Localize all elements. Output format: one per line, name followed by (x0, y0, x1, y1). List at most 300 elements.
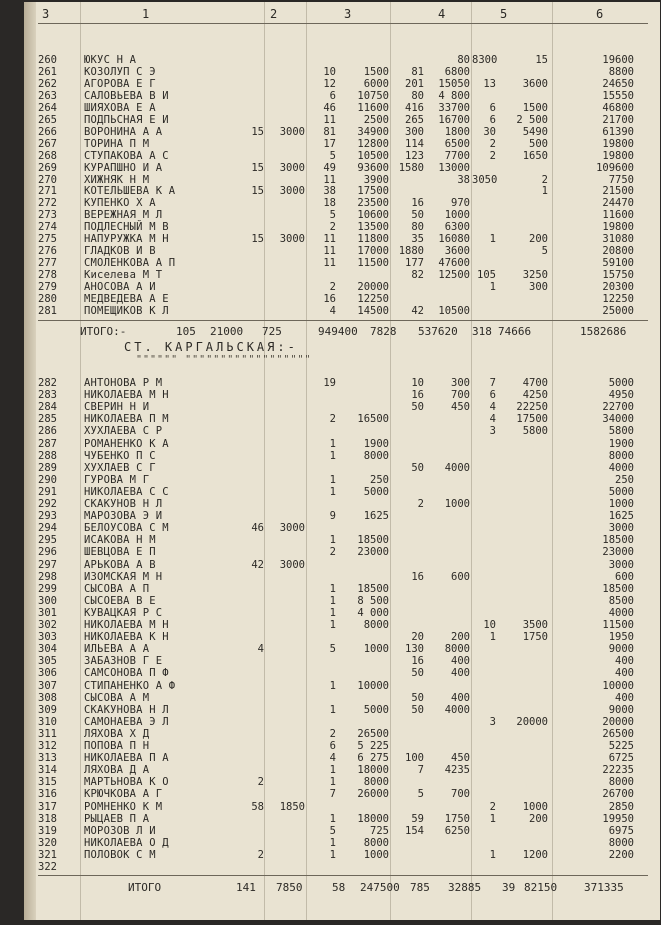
cell-value: 19800 (602, 221, 634, 234)
cell-value: 300 (405, 125, 424, 138)
cell-value: 1 (489, 848, 496, 861)
cell-value: 4 800 (438, 89, 470, 102)
table-row (24, 716, 660, 728)
cell-value: 4000 (608, 461, 634, 474)
cell-value: 1 (329, 485, 336, 498)
person-name: СВЕРИН Н И (84, 401, 150, 414)
person-name: МАРОЗОВА Э И (84, 510, 163, 523)
row-number: 277 (38, 257, 57, 270)
row-number: 303 (38, 631, 57, 644)
cell-value: 3000 (279, 558, 305, 571)
cell-value: 16 (323, 293, 336, 305)
table-row (24, 534, 660, 546)
cell-value: 3900 (363, 173, 389, 186)
cell-value: 46800 (602, 101, 634, 114)
cell-value: 81 (411, 65, 424, 78)
total-row-upper (24, 325, 660, 338)
cell-value: 10 (323, 65, 336, 78)
person-name: АРЬКОВА А В (84, 558, 156, 571)
row-number: 299 (38, 582, 57, 595)
cell-value: 6 (329, 89, 336, 102)
cell-value: 19 (323, 377, 336, 389)
cell-value: 3050 (472, 173, 498, 186)
cell-value: 6 275 (357, 752, 389, 765)
cell-value: 30 (483, 125, 496, 138)
person-name: СЫСОВА А М (84, 691, 150, 704)
cell-value: 6500 (444, 137, 470, 150)
cell-value: 400 (451, 667, 470, 680)
cell-value: 11 (323, 173, 336, 186)
person-name: СТИПАНЕНКО А Ф (84, 679, 176, 692)
cell-value: 250 (370, 473, 389, 486)
cell-value: 2 (257, 848, 264, 861)
person-name: ШИЯХОВА Е А (84, 101, 156, 114)
cell-value: 4700 (522, 377, 548, 389)
person-name: КОЗОЛУП С Э (84, 65, 156, 78)
row-number: 307 (38, 679, 57, 692)
total-value: 537620 (418, 325, 458, 338)
row-number: 317 (38, 800, 57, 813)
cell-value: 400 (451, 655, 470, 668)
cell-value: 6 (489, 389, 496, 402)
cell-value: 22250 (516, 401, 548, 414)
row-number: 271 (38, 185, 57, 198)
cell-value: 1 (329, 437, 336, 450)
cell-value: 47600 (438, 257, 470, 270)
cell-value: 20300 (602, 281, 634, 294)
row-number: 304 (38, 643, 57, 656)
cell-value: 11 (323, 113, 336, 126)
cell-value: 4 (329, 304, 336, 317)
header-col-3: 3 (344, 7, 352, 21)
row-number: 275 (38, 233, 57, 246)
cell-value: 3000 (279, 125, 305, 138)
person-name: ГЛАДКОВ И В (84, 245, 156, 258)
row-number: 268 (38, 149, 57, 162)
cell-value: 7 (489, 377, 496, 389)
person-name: ПОМЕЩИКОВ К Л (84, 304, 169, 317)
total-value: 949400 (318, 325, 358, 338)
table-row (24, 233, 660, 245)
cell-value: 5800 (608, 425, 634, 438)
row-number: 290 (38, 473, 57, 486)
cell-value: 5000 (363, 703, 389, 716)
cell-value: 10500 (438, 304, 470, 317)
cell-value: 12250 (357, 293, 389, 305)
cell-value: 154 (405, 824, 424, 837)
cell-value: 2 (489, 800, 496, 813)
cell-value: 1 (329, 812, 336, 825)
cell-value: 2 (541, 173, 548, 186)
person-name: ХУХЛАЕВ С Г (84, 461, 156, 474)
cell-value: 50 (411, 209, 424, 222)
cell-value: 700 (451, 788, 470, 801)
cell-value: 21500 (602, 185, 634, 198)
cell-value: 3000 (279, 233, 305, 246)
cell-value: 1 (329, 836, 336, 849)
cell-value: 2 (329, 413, 336, 426)
cell-value: 3500 (522, 619, 548, 631)
table-row (24, 305, 660, 317)
cell-value: 16 (411, 389, 424, 402)
row-number: 292 (38, 498, 57, 510)
table-row (24, 704, 660, 716)
cell-value: 5 (329, 824, 336, 837)
person-name: СЫСОЕВА В Е (84, 594, 156, 607)
cell-value: 23500 (357, 197, 389, 210)
cell-value: 450 (451, 401, 470, 414)
cell-value: 15050 (438, 77, 470, 90)
total-rule-lower (38, 875, 648, 876)
cell-value: 8000 (608, 776, 634, 789)
table-row (24, 667, 660, 679)
cell-value: 14500 (357, 304, 389, 317)
cell-value: 5225 (608, 740, 634, 752)
cell-value: 3600 (444, 245, 470, 258)
row-number: 282 (38, 377, 57, 389)
cell-value: 7750 (608, 173, 634, 186)
person-name: САМОНАЕВА Э Л (84, 715, 169, 728)
cell-value: 24470 (602, 197, 634, 210)
cell-value: 1 (489, 281, 496, 294)
cell-value: 8800 (608, 65, 634, 78)
header-col-5: 5 (500, 7, 508, 21)
cell-value: 26500 (357, 727, 389, 740)
cell-value: 18000 (357, 764, 389, 777)
cell-value: 3000 (279, 185, 305, 198)
table-row (24, 692, 660, 704)
cell-value: 15750 (602, 269, 634, 282)
cell-value: 11800 (357, 233, 389, 246)
cell-value: 5490 (522, 125, 548, 138)
row-number: 319 (38, 824, 57, 837)
cell-value: 600 (615, 570, 634, 583)
total-value: 7850 (276, 881, 303, 894)
cell-value: 1000 (444, 498, 470, 510)
cell-value: 2 (489, 137, 496, 150)
cell-value: 4250 (522, 389, 548, 402)
cell-value: 4 (489, 413, 496, 426)
cell-value: 1 (329, 582, 336, 595)
table-row (24, 849, 660, 861)
cell-value: 1 (329, 703, 336, 716)
table-row (24, 413, 660, 425)
cell-value: 80 (411, 221, 424, 234)
cell-value: 19950 (602, 812, 634, 825)
row-number: 286 (38, 425, 57, 438)
cell-value: 8500 (608, 594, 634, 607)
table-row (24, 221, 660, 233)
row-number: 289 (38, 461, 57, 474)
cell-value: 18500 (602, 582, 634, 595)
total-rule-upper (38, 320, 648, 321)
cell-value: 10000 (602, 679, 634, 692)
cell-value: 38 (457, 173, 470, 186)
table-row (24, 631, 660, 643)
table-row (24, 66, 660, 78)
table-row (24, 425, 660, 437)
row-number: 322 (38, 861, 57, 873)
cell-value: 20 (411, 631, 424, 644)
cell-value: 18500 (357, 534, 389, 547)
person-name: ПОЛОВОК С М (84, 848, 156, 861)
cell-value: 200 (451, 631, 470, 644)
table-row (24, 257, 660, 269)
cell-value: 33700 (438, 101, 470, 114)
total-value: 371335 (584, 881, 624, 894)
total-value: 21000 (210, 325, 244, 338)
table-row (24, 138, 660, 150)
row-number: 267 (38, 137, 57, 150)
row-number: 284 (38, 401, 57, 414)
cell-value: 1500 (522, 101, 548, 114)
cell-value: 10000 (357, 679, 389, 692)
person-name: СКАКУНОВ Н Л (84, 498, 163, 510)
cell-value: 50 (411, 703, 424, 716)
cell-value: 10600 (357, 209, 389, 222)
cell-value: 1 (541, 185, 548, 198)
cell-value: 4000 (444, 703, 470, 716)
cell-value: 22700 (602, 401, 634, 414)
table-row (24, 680, 660, 692)
person-name: НИКОЛАЕВА С С (84, 485, 169, 498)
cell-value: 450 (451, 752, 470, 765)
person-name: ИЗОМСКАЯ М Н (84, 570, 163, 583)
cell-value: 5000 (608, 485, 634, 498)
cell-value: 1200 (522, 848, 548, 861)
person-name: МАРТЬНОВА К О (84, 776, 169, 789)
cell-value: 1 (329, 594, 336, 607)
cell-value: 250 (615, 473, 634, 486)
cell-value: 11600 (357, 101, 389, 114)
person-name: КРЮЧКОВА А Г (84, 788, 163, 801)
table-row (24, 174, 660, 186)
cell-value: 105 (477, 269, 496, 282)
cell-value: 1 (329, 776, 336, 789)
row-number: 274 (38, 221, 57, 234)
row-number: 310 (38, 715, 57, 728)
table-row (24, 740, 660, 752)
person-name: КУПЕНКО Х А (84, 197, 156, 210)
cell-value: 82 (411, 269, 424, 282)
table-row (24, 78, 660, 90)
cell-value: 1 (329, 619, 336, 631)
cell-value: 4 (329, 752, 336, 765)
table-row (24, 281, 660, 293)
cell-value: 13000 (438, 161, 470, 174)
cell-value: 4000 (444, 461, 470, 474)
table-row (24, 197, 660, 209)
cell-value: 17500 (357, 185, 389, 198)
row-number: 313 (38, 752, 57, 765)
table-row (24, 607, 660, 619)
total-value: 725 (262, 325, 282, 338)
row-number: 293 (38, 510, 57, 523)
cell-value: 6300 (444, 221, 470, 234)
table-row (24, 788, 660, 800)
person-name: СТУПАКОВА А С (84, 149, 169, 162)
cell-value: 265 (405, 113, 424, 126)
table-row (24, 861, 660, 873)
cell-value: 19800 (602, 137, 634, 150)
person-name: МЕДВЕДЕВА А Е (84, 293, 169, 305)
total-value: 141 (236, 881, 256, 894)
row-number: 269 (38, 161, 57, 174)
cell-value: 400 (615, 667, 634, 680)
cell-value: 8000 (363, 619, 389, 631)
cell-value: 5 (541, 245, 548, 258)
cell-value: 1 (329, 679, 336, 692)
person-name: ЗАБАЗНОВ Г Е (84, 655, 163, 668)
cell-value: 2 (329, 727, 336, 740)
person-name: ТОРИНА П М (84, 137, 150, 150)
row-number: 300 (38, 594, 57, 607)
cell-value: 23000 (602, 546, 634, 559)
cell-value: 4 000 (357, 606, 389, 619)
cell-value: 10500 (357, 149, 389, 162)
cell-value: 59100 (602, 257, 634, 270)
cell-value: 38 (323, 185, 336, 198)
table-row (24, 245, 660, 257)
cell-value: 2 500 (516, 113, 548, 126)
cell-value: 1 (489, 812, 496, 825)
table-row (24, 401, 660, 413)
table-row (24, 438, 660, 450)
row-number: 287 (38, 437, 57, 450)
person-name: КУВАЦКАЯ Р С (84, 606, 163, 619)
cell-value: 49 (323, 161, 336, 174)
table-row (24, 462, 660, 474)
cell-value: 11 (323, 233, 336, 246)
row-number: 318 (38, 812, 57, 825)
cell-value: 5 (329, 209, 336, 222)
cell-value: 300 (451, 377, 470, 389)
row-number: 297 (38, 558, 57, 571)
row-number: 291 (38, 485, 57, 498)
table-row (24, 209, 660, 221)
cell-value: 2850 (608, 800, 634, 813)
cell-value: 17500 (516, 413, 548, 426)
cell-value: 6 (489, 113, 496, 126)
row-number: 285 (38, 413, 57, 426)
cell-value: 6 (329, 740, 336, 752)
cell-value: 4235 (444, 764, 470, 777)
cell-value: 13 (483, 77, 496, 90)
cell-value: 200 (529, 233, 548, 246)
cell-value: 3000 (608, 522, 634, 535)
cell-value: 59 (411, 812, 424, 825)
table-row (24, 571, 660, 583)
table-row (24, 559, 660, 571)
cell-value: 100 (405, 752, 424, 765)
cell-value: 16700 (438, 113, 470, 126)
cell-value: 1000 (363, 848, 389, 861)
cell-value: 9 (329, 510, 336, 523)
cell-value: 23000 (357, 546, 389, 559)
person-name: ЧУБЕНКО П С (84, 449, 156, 462)
cell-value: 6725 (608, 752, 634, 765)
row-number: 314 (38, 764, 57, 777)
cell-value: 109600 (596, 161, 634, 174)
cell-value: 9000 (608, 643, 634, 656)
cell-value: 1 (489, 233, 496, 246)
row-number: 320 (38, 836, 57, 849)
person-name: НИКОЛАЕВА П М (84, 413, 169, 426)
cell-value: 1850 (279, 800, 305, 813)
cell-value: 50 (411, 401, 424, 414)
row-number: 296 (38, 546, 57, 559)
total-value: 1582686 (580, 325, 627, 338)
total-value: 82150 (524, 881, 558, 894)
person-name: РОМАНЕНКО К А (84, 437, 169, 450)
row-number: 295 (38, 534, 57, 547)
cell-value: 1000 (444, 209, 470, 222)
cell-value: 24650 (602, 77, 634, 90)
cell-value: 19600 (602, 54, 634, 66)
cell-value: 8 500 (357, 594, 389, 607)
cell-value: 200 (529, 812, 548, 825)
total-value: 785 (410, 881, 430, 894)
cell-value: 18000 (357, 812, 389, 825)
person-name: ПОПОВА П Н (84, 740, 150, 752)
cell-value: 15 (251, 233, 264, 246)
table-row (24, 54, 660, 66)
cell-value: 177 (405, 257, 424, 270)
row-number: 309 (38, 703, 57, 716)
cell-value: 2200 (608, 848, 634, 861)
cell-value: 15 (251, 161, 264, 174)
cell-value: 80 (457, 54, 470, 66)
cell-value: 46 (323, 101, 336, 114)
cell-value: 2 (329, 281, 336, 294)
cell-value: 11 (323, 257, 336, 270)
total-value: 247500 (360, 881, 400, 894)
person-name: САЛОВЬЕВА В И (84, 89, 169, 102)
cell-value: 5 (329, 149, 336, 162)
cell-value: 8000 (363, 449, 389, 462)
cell-value: 11500 (357, 257, 389, 270)
total-value: 32885 (448, 881, 482, 894)
table-row (24, 389, 660, 401)
person-name: ХУХЛАЕВА С Р (84, 425, 163, 438)
cell-value: 700 (451, 389, 470, 402)
person-name: ВОРОНИНА А А (84, 125, 163, 138)
person-name: МОРОЗОВ Л И (84, 824, 156, 837)
row-number: 276 (38, 245, 57, 258)
cell-value: 3 (489, 715, 496, 728)
cell-value: 8000 (363, 776, 389, 789)
cell-value: 1580 (398, 161, 424, 174)
cell-value: 725 (370, 824, 389, 837)
total-value: 39 (502, 881, 516, 894)
cell-value: 16 (411, 570, 424, 583)
cell-value: 12500 (438, 269, 470, 282)
cell-value: 1800 (444, 125, 470, 138)
total-value: 58 (332, 881, 346, 894)
cell-value: 1 (329, 606, 336, 619)
person-name: НИКОЛАЕВА П А (84, 752, 169, 765)
header-col-4: 4 (438, 7, 446, 21)
cell-value: 400 (615, 655, 634, 668)
cell-value: 500 (529, 137, 548, 150)
table-row (24, 293, 660, 305)
header-col-6: 6 (596, 7, 604, 21)
cell-value: 12250 (602, 293, 634, 305)
table-row (24, 474, 660, 486)
cell-value: 18 (323, 197, 336, 210)
table-row (24, 776, 660, 788)
cell-value: 123 (405, 149, 424, 162)
